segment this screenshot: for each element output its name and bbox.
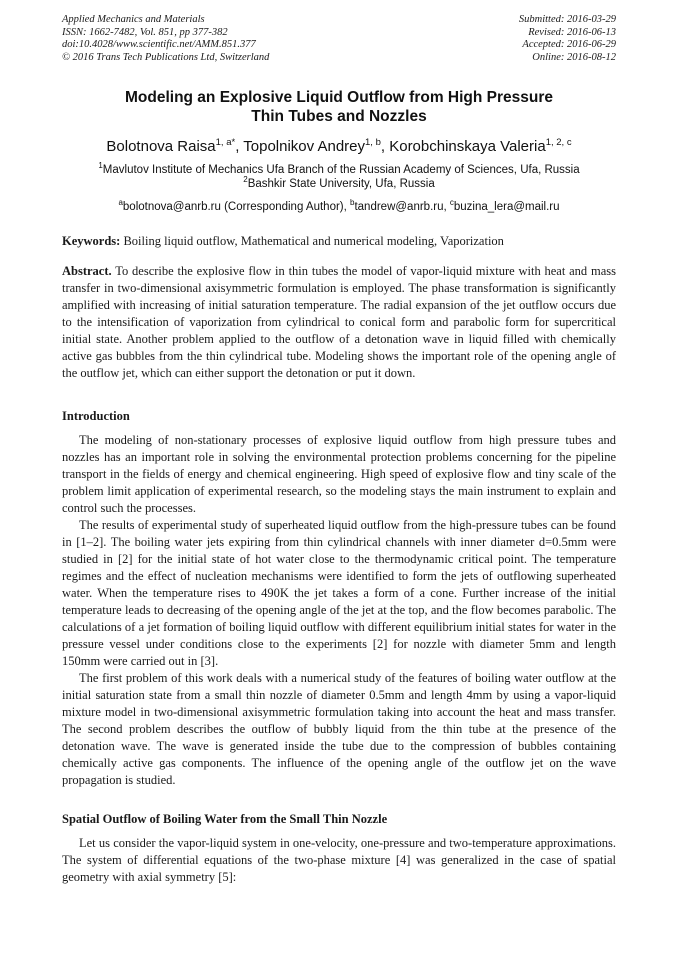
email-marker: a xyxy=(118,198,123,208)
journal-issn-line: ISSN: 1662-7482, Vol. 851, pp 377-382 xyxy=(62,26,228,38)
introduction-paragraph-3: The first problem of this work deals with a numerical study of the features of boiling water outflow at the initial saturation state from a small thin nozzle of diameter 0.5mm and length 4mm by using a vapor-liquid mixture model in two-dimensional axisymmetric formulation taking into account the heat and mass transfer. The second problem describes the outflow of bubbly liquid from the thin tube at the presence of the detonation wave. The wave is generated inside the tube due to the compression of bubbles containing chemically active gas components. The influence of the opening angle of the outflow jet on the wave propagation is studied. xyxy=(62,671,616,787)
keywords-line xyxy=(62,233,616,250)
email-marker: b xyxy=(350,198,355,208)
revised-date: Revised: 2016-06-13 xyxy=(528,26,616,38)
introduction-body xyxy=(62,432,616,789)
paper-title-line2: Thin Tubes and Nozzles xyxy=(251,108,427,125)
emails-line xyxy=(62,200,616,214)
author-affil-marker: 1, 2, c xyxy=(545,137,572,148)
spatial-outflow-body xyxy=(62,835,616,886)
journal-header xyxy=(62,14,616,64)
affiliation-marker: 1 xyxy=(98,161,103,171)
paper-title xyxy=(62,88,616,126)
section-heading-spatial-outflow: Spatial Outflow of Boiling Water from the Small Thin Nozzle xyxy=(62,812,388,826)
section-heading-introduction: Introduction xyxy=(62,409,130,423)
email-text: tandrew@anrb.ru, xyxy=(354,201,450,213)
author-separator: , xyxy=(380,138,390,155)
email-text: bolotnova@anrb.ru (Corresponding Author), xyxy=(122,201,351,213)
journal-name: Applied Mechanics and Materials xyxy=(62,14,205,25)
journal-copyright-line: © 2016 Trans Tech Publications Ltd, Switzerland xyxy=(62,51,270,63)
keywords-text: Boiling liquid outflow, Mathematical and numerical modeling, Vaporization xyxy=(120,234,504,248)
authors-line xyxy=(62,137,616,157)
online-date: Online: 2016-08-12 xyxy=(532,51,616,63)
abstract-label: Abstract. xyxy=(62,264,112,278)
journal-info-block xyxy=(62,14,269,64)
affiliations-block xyxy=(62,163,616,191)
author-affil-marker: 1, a* xyxy=(215,137,236,148)
email-marker: c xyxy=(449,198,454,208)
submission-dates-block xyxy=(519,14,616,64)
affiliation-text: Mavlutov Institute of Mechanics Ufa Branch of the Russian Academy of Sciences, Ufa, Russia xyxy=(102,164,580,176)
introduction-paragraph-2: The results of experimental study of superheated liquid outflow from the high-pressure tubes can be found in [1–2]. The boiling water jets expiring from thin cylindrical channels with inner diameter d=0.5mm were studied in [2] for the initial state of hot water close to the thermodynamic critical point. The temperature regimes and the effect of nucleation mechanisms were identified to form the jets of outflowing superheated water. When the temperature rises to 490K the jet takes a form of a cone. Further increase of the initial temperature leads to decreasing of the opening angle of the jet at the top, and the flow becomes parabolic. The calculations of a jet formation of boiling liquid outflow with different equilibrium initial states for water in the pressure vessel under conditions close to the experiments [2] for nozzle with diameter 5mm and length 150mm were carried out in [3]. xyxy=(62,518,616,668)
introduction-paragraph-1: The modeling of non-stationary processes of explosive liquid outflow from high pressure tubes and nozzles has an important role in solving the environmental protection problems concerning for the pipeline transport in the fields of energy and chemical engineering. High speed of explosive flow and tiny scale of the problem limit application of experimental research, so the modeling stays the main instrument to explain and control such the processes. xyxy=(62,433,616,515)
accepted-date: Accepted: 2016-06-29 xyxy=(522,39,616,50)
email-text: buzina_lera@mail.ru xyxy=(453,201,560,213)
author-name: Topolnikov Andrey xyxy=(243,138,366,155)
affiliation-line xyxy=(62,163,616,177)
affiliation-line xyxy=(62,177,616,191)
journal-doi-line: doi:10.4028/www.scientific.net/AMM.851.377 xyxy=(62,39,256,50)
abstract-paragraph xyxy=(62,263,616,382)
abstract-text: To describe the explosive flow in thin tubes the model of vapor-liquid mixture with heat and mass transfer in two-dimensional axisymmetric formulation is employed. The phase transformation is significantly amplified with increasing of initial saturation temperature. The radial expansion of the jet outflow occurs due to the intensification of vaporization from cylindrical to conical form and parabolic form for supercritical initial state. Another problem applied to the outflow of a detonation wave in liquid filled with chemically active gas bubbles from the thin cylindrical tube. Modeling shows the important role of the opening angle of the outflow jet, which can either support the detonation or put it down. xyxy=(62,264,616,380)
submitted-date: Submitted: 2016-03-29 xyxy=(518,14,616,25)
author-name: Bolotnova Raisa xyxy=(106,138,216,155)
paper-title-line1: Modeling an Explosive Liquid Outflow from High Pressure xyxy=(124,89,553,106)
author-affil-marker: 1, b xyxy=(365,137,381,148)
affiliation-text: Bashkir State University, Ufa, Russia xyxy=(247,178,435,190)
spatial-outflow-paragraph-1: Let us consider the vapor-liquid system in one-velocity, one-pressure and two-temperature approximations. The system of differential equations of the two-phase mixture [4] was generalized in the case of spatial geometry with axial symmetry [5]: xyxy=(62,836,616,884)
keywords-label: Keywords: xyxy=(62,234,121,248)
affiliation-marker: 2 xyxy=(243,175,248,185)
author-separator: , xyxy=(235,138,244,155)
author-name: Korobchinskaya Valeria xyxy=(389,138,546,155)
